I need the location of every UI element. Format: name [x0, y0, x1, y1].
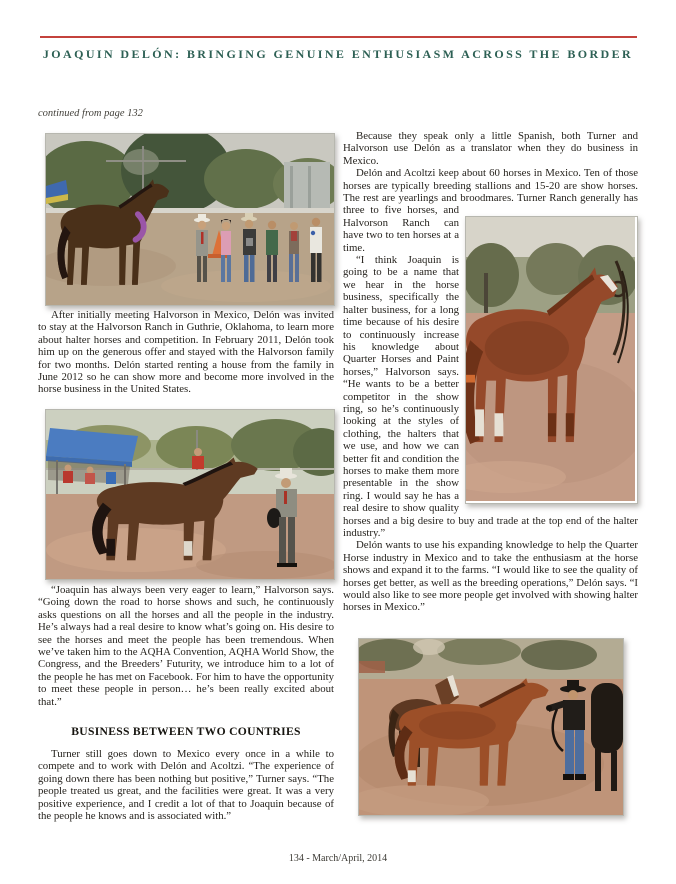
photo-chestnut-stallion: [465, 216, 638, 504]
page-title: JOAQUIN DELÓN: BRINGING GENUINE ENTHUSIASM ACROSS THE BORDER: [42, 47, 634, 61]
paragraph-text: Delón and Acoltzi keep about 60 horses in Mexico. Ten of those horses are typically breeding stallions and 15-20 are show horses. The rest are yearlings and broodmares. Turner Ranch generally has: [343, 167, 638, 205]
paragraph: “I think Joaquin is going to be a name that we hear in the horse business, specifically the halter business, for a long time because of his desire to continuously increase his knowledge about Quarter Horses and Paint horses,” Halvorson says. “He wants to be a better competitor in the show ring, so he’s continuously looking at the styles of clothing, the halters that we use, and how we can better fit and condition the horses to make them more presentable in the show ring. I would say he has a real desire to show quality horses and a big desire to buy and trade at the top end of the halter industry.”: [343, 254, 638, 539]
left-column-paragraph-1: [38, 309, 334, 396]
left-column-paragraph-3: [38, 748, 334, 822]
paragraph: [343, 167, 638, 254]
paragraph: Delón wants to use his expanding knowledge to help the Quarter Horse industry in Mexico and to take the enthusiasm at the horse shows and expand it to the farms. “I would like to see the quality of horses get better, as well as the breeding operations,” Delón says. “I would also like to see more people get involved with showing halter horses in Mexico.”: [343, 539, 638, 614]
paragraph-text: three to five horses, and Halvorson Ranch can have two to ten horses at a time.: [343, 204, 459, 254]
continued-note: continued from page 132: [38, 108, 143, 119]
header-rule: [40, 36, 637, 38]
left-column-paragraph-2: [38, 584, 334, 708]
paragraph: After initially meeting Halvorson in Mexico, Delón was invited to stay at the Halvorson Ranch in Guthrie, Oklahoma, to learn more about halter horses and competition. In February 2011, Delón took him up on the generous offer and stayed with the Halvorson family for two months. Delón started renting a house from the family in June 2012 so he can show more and become more involved in the horse business in the United States.: [38, 309, 334, 396]
photo-award-ceremony: [45, 133, 335, 306]
footer-page-number: 134 - March/April, 2014: [288, 853, 388, 864]
paragraph: Because they speak only a little Spanish, both Turner and Halvorson use Delón as a translator when they do business in Mexico.: [343, 130, 638, 167]
paragraph: Turner still goes down to Mexico every once in a while to compete and to work with Delón and Acoltzi. “The experience of going down there has been nothing but positive,” Turner says. “The people treated us great, and the facilities were great. It was a very positive experience, and I credit a lot of that to Joaquin because of the people he knows and is associated with.”: [38, 748, 334, 823]
paragraph: “Joaquin has always been very eager to learn,” Halvorson says. “Going down the road to horse shows and such, he continuously asks questions on all the horses and all the people in the industry. He’s always had a real desire to know what’s going on. His desire to see the horses and meet the people has been tremendous. When we’ve taken him to the AQHA Convention, AQHA World Show, the Congress, and the Breeders’ Futurity, we introduce him to a lot of the people he has met on Facebook. For him to have the opportunity to meet these people in person… he’s been really excited about that.”: [38, 584, 334, 708]
right-column: [343, 130, 638, 614]
photo-halter-judging: [45, 409, 335, 580]
section-heading: BUSINESS BETWEEN TWO COUNTRIES: [71, 725, 301, 738]
photo-handler-with-horse: [358, 638, 624, 816]
